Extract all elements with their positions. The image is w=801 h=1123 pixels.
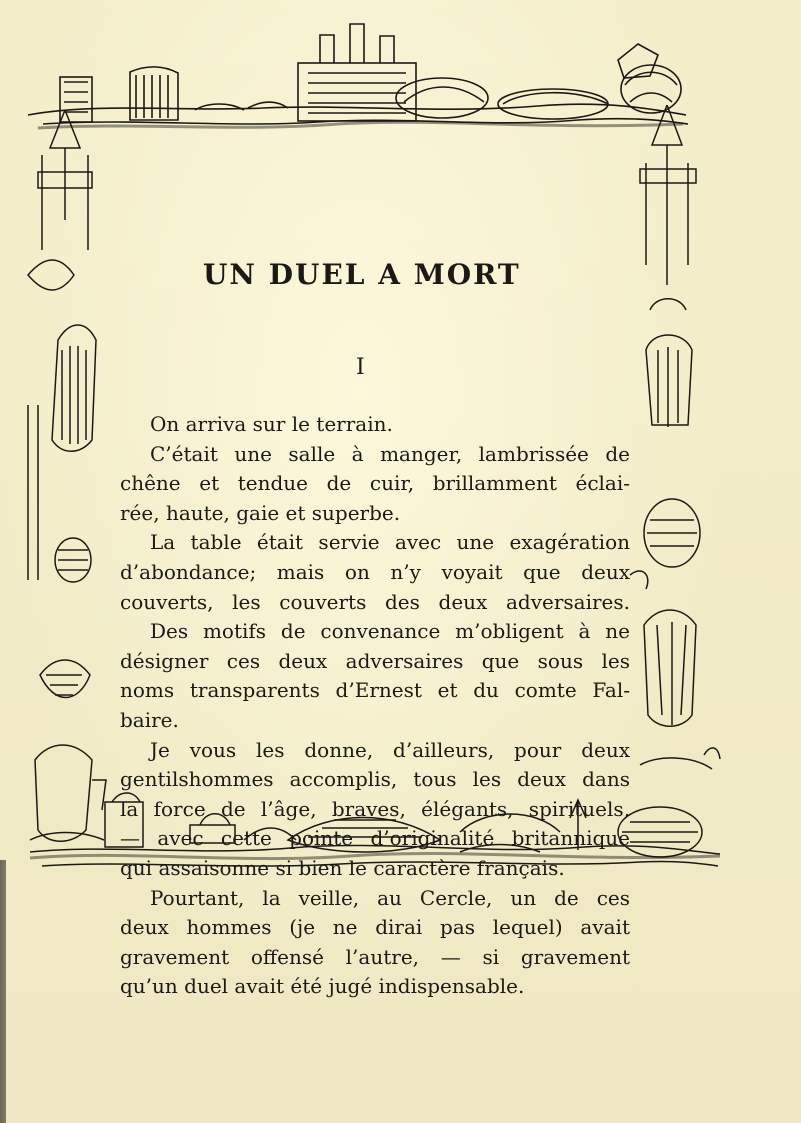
text-line: qu’un duel avait été jugé indispensable. (120, 974, 525, 999)
text-line: La table était servie avec une exagération (150, 530, 630, 555)
page-gutter (0, 860, 6, 1123)
text-line: couverts, les couverts des deux adversaires. (120, 589, 630, 614)
text-line: noms transparents d’Ernest et du comte Fal- (120, 678, 630, 703)
text-line: deux hommes (je ne dirai pas lequel) avait (120, 915, 630, 940)
text-line: On arriva sur le terrain. (150, 412, 393, 436)
hanging-kitchen-utensils-illustration (20, 110, 112, 870)
text-line: d’abondance; mais on n’y voyait que deux (120, 559, 630, 584)
text-line: qui assaisonne si bien le caractère français. (120, 855, 565, 880)
text-line: gravement offensé l’autre, — si gravement (120, 944, 630, 969)
text-line: C’était une salle à manger, lambrissée de (150, 441, 630, 466)
text-line: la force de l’âge, braves, élégants, spirituels, (120, 796, 630, 821)
text-line: — avec cette pointe d’originalité britannique (120, 826, 630, 851)
text-line: chêne et tendue de cuir, brillamment éclai- (120, 471, 630, 496)
page-title: UN DUEL A MORT (203, 258, 521, 291)
text-line: baire. (120, 707, 179, 732)
text-line: rée, haute, gaie et superbe. (120, 500, 401, 525)
text-line: désigner ces deux adversaires que sous les (120, 648, 630, 673)
text-line: gentilshommes accomplis, tous les deux dans (120, 767, 630, 792)
hanging-game-and-utensils-illustration (622, 105, 722, 810)
table-still-life-illustration (18, 20, 693, 136)
text-line: Pourtant, la veille, au Cercle, un de ces (150, 885, 630, 910)
text-line: Je vous les donne, d’ailleurs, pour deux (150, 737, 630, 762)
chapter-number: I (356, 355, 365, 380)
text-line: Des motifs de convenance m’obligent à ne (150, 619, 630, 644)
body-text (120, 410, 630, 1002)
